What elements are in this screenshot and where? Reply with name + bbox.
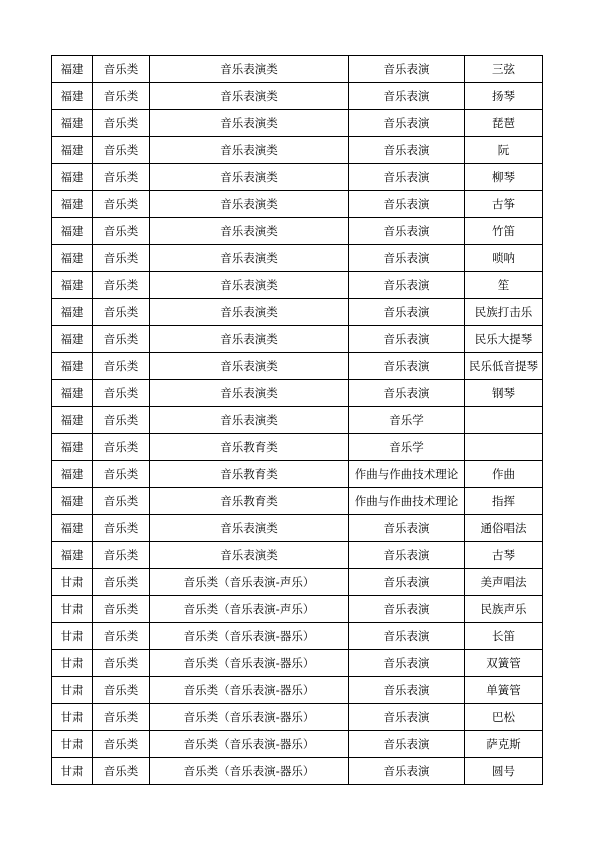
major-cell: 音乐表演 bbox=[349, 650, 465, 677]
province-cell: 甘肃 bbox=[52, 650, 93, 677]
major-cell: 音乐表演 bbox=[349, 164, 465, 191]
major-cell: 音乐表演 bbox=[349, 83, 465, 110]
direction-cell: 三弦 bbox=[465, 56, 543, 83]
province-cell: 福建 bbox=[52, 434, 93, 461]
subcategory-cell: 音乐表演类 bbox=[150, 110, 349, 137]
subcategory-cell: 音乐表演类 bbox=[150, 191, 349, 218]
major-cell: 作曲与作曲技术理论 bbox=[349, 488, 465, 515]
table-row bbox=[52, 407, 543, 434]
direction-cell: 双簧管 bbox=[465, 650, 543, 677]
major-cell: 音乐表演 bbox=[349, 326, 465, 353]
direction-cell: 扬琴 bbox=[465, 83, 543, 110]
table-row bbox=[52, 650, 543, 677]
direction-cell: 美声唱法 bbox=[465, 569, 543, 596]
table-row bbox=[52, 542, 543, 569]
subcategory-cell: 音乐表演类 bbox=[150, 245, 349, 272]
province-cell: 福建 bbox=[52, 380, 93, 407]
subcategory-cell: 音乐表演类 bbox=[150, 326, 349, 353]
table-row bbox=[52, 704, 543, 731]
table-row bbox=[52, 272, 543, 299]
direction-cell: 民乐大提琴 bbox=[465, 326, 543, 353]
table-row bbox=[52, 110, 543, 137]
table-row bbox=[52, 758, 543, 785]
province-cell: 福建 bbox=[52, 137, 93, 164]
table-row bbox=[52, 353, 543, 380]
direction-cell: 作曲 bbox=[465, 461, 543, 488]
province-cell: 甘肃 bbox=[52, 704, 93, 731]
category-cell: 音乐类 bbox=[93, 56, 150, 83]
table-row bbox=[52, 623, 543, 650]
province-cell: 福建 bbox=[52, 56, 93, 83]
subcategory-cell: 音乐表演类 bbox=[150, 56, 349, 83]
category-cell: 音乐类 bbox=[93, 326, 150, 353]
major-cell: 音乐表演 bbox=[349, 299, 465, 326]
category-cell: 音乐类 bbox=[93, 569, 150, 596]
province-cell: 甘肃 bbox=[52, 677, 93, 704]
category-cell: 音乐类 bbox=[93, 731, 150, 758]
province-cell: 福建 bbox=[52, 299, 93, 326]
direction-cell: 民族声乐 bbox=[465, 596, 543, 623]
category-cell: 音乐类 bbox=[93, 704, 150, 731]
table-row bbox=[52, 137, 543, 164]
table-row bbox=[52, 596, 543, 623]
province-cell: 福建 bbox=[52, 542, 93, 569]
direction-cell: 柳琴 bbox=[465, 164, 543, 191]
category-cell: 音乐类 bbox=[93, 380, 150, 407]
subcategory-cell: 音乐教育类 bbox=[150, 461, 349, 488]
province-cell: 福建 bbox=[52, 461, 93, 488]
category-cell: 音乐类 bbox=[93, 164, 150, 191]
category-cell: 音乐类 bbox=[93, 515, 150, 542]
direction-cell: 民族打击乐 bbox=[465, 299, 543, 326]
category-cell: 音乐类 bbox=[93, 272, 150, 299]
province-cell: 福建 bbox=[52, 245, 93, 272]
data-table bbox=[51, 55, 543, 785]
table-row bbox=[52, 56, 543, 83]
subcategory-cell: 音乐类（音乐表演-器乐） bbox=[150, 623, 349, 650]
table-row bbox=[52, 461, 543, 488]
province-cell: 甘肃 bbox=[52, 731, 93, 758]
major-cell: 音乐表演 bbox=[349, 515, 465, 542]
major-cell: 音乐学 bbox=[349, 434, 465, 461]
subcategory-cell: 音乐表演类 bbox=[150, 542, 349, 569]
subcategory-cell: 音乐类（音乐表演-器乐） bbox=[150, 650, 349, 677]
subcategory-cell: 音乐表演类 bbox=[150, 218, 349, 245]
direction-cell: 笙 bbox=[465, 272, 543, 299]
province-cell: 福建 bbox=[52, 407, 93, 434]
major-cell: 音乐表演 bbox=[349, 623, 465, 650]
subcategory-cell: 音乐表演类 bbox=[150, 353, 349, 380]
subcategory-cell: 音乐教育类 bbox=[150, 488, 349, 515]
direction-cell: 竹笛 bbox=[465, 218, 543, 245]
province-cell: 甘肃 bbox=[52, 596, 93, 623]
direction-cell: 指挥 bbox=[465, 488, 543, 515]
province-cell: 福建 bbox=[52, 164, 93, 191]
category-cell: 音乐类 bbox=[93, 488, 150, 515]
category-cell: 音乐类 bbox=[93, 542, 150, 569]
table-row bbox=[52, 83, 543, 110]
major-cell: 音乐表演 bbox=[349, 137, 465, 164]
province-cell: 福建 bbox=[52, 488, 93, 515]
table-row bbox=[52, 515, 543, 542]
table-row bbox=[52, 191, 543, 218]
category-cell: 音乐类 bbox=[93, 596, 150, 623]
direction-cell bbox=[465, 407, 543, 434]
subcategory-cell: 音乐类（音乐表演-器乐） bbox=[150, 731, 349, 758]
table-row bbox=[52, 380, 543, 407]
direction-cell: 长笛 bbox=[465, 623, 543, 650]
subcategory-cell: 音乐类（音乐表演-声乐） bbox=[150, 596, 349, 623]
subcategory-cell: 音乐表演类 bbox=[150, 164, 349, 191]
direction-cell: 唢呐 bbox=[465, 245, 543, 272]
category-cell: 音乐类 bbox=[93, 353, 150, 380]
province-cell: 福建 bbox=[52, 326, 93, 353]
direction-cell: 民乐低音提琴 bbox=[465, 353, 543, 380]
table-body bbox=[52, 56, 543, 785]
subcategory-cell: 音乐表演类 bbox=[150, 515, 349, 542]
subcategory-cell: 音乐表演类 bbox=[150, 272, 349, 299]
subcategory-cell: 音乐类（音乐表演-声乐） bbox=[150, 569, 349, 596]
major-cell: 音乐学 bbox=[349, 407, 465, 434]
major-cell: 音乐表演 bbox=[349, 191, 465, 218]
subcategory-cell: 音乐类（音乐表演-器乐） bbox=[150, 758, 349, 785]
subcategory-cell: 音乐表演类 bbox=[150, 407, 349, 434]
table-row bbox=[52, 677, 543, 704]
province-cell: 福建 bbox=[52, 191, 93, 218]
province-cell: 甘肃 bbox=[52, 758, 93, 785]
major-cell: 音乐表演 bbox=[349, 56, 465, 83]
direction-cell: 阮 bbox=[465, 137, 543, 164]
category-cell: 音乐类 bbox=[93, 110, 150, 137]
subcategory-cell: 音乐表演类 bbox=[150, 137, 349, 164]
category-cell: 音乐类 bbox=[93, 623, 150, 650]
major-cell: 音乐表演 bbox=[349, 542, 465, 569]
direction-cell: 巴松 bbox=[465, 704, 543, 731]
direction-cell: 古琴 bbox=[465, 542, 543, 569]
major-cell: 音乐表演 bbox=[349, 218, 465, 245]
direction-cell: 琵琶 bbox=[465, 110, 543, 137]
major-cell: 音乐表演 bbox=[349, 758, 465, 785]
direction-cell: 通俗唱法 bbox=[465, 515, 543, 542]
subcategory-cell: 音乐表演类 bbox=[150, 299, 349, 326]
table-row bbox=[52, 164, 543, 191]
province-cell: 福建 bbox=[52, 110, 93, 137]
province-cell: 福建 bbox=[52, 353, 93, 380]
province-cell: 福建 bbox=[52, 272, 93, 299]
table-row bbox=[52, 488, 543, 515]
subcategory-cell: 音乐教育类 bbox=[150, 434, 349, 461]
category-cell: 音乐类 bbox=[93, 299, 150, 326]
direction-cell: 圆号 bbox=[465, 758, 543, 785]
category-cell: 音乐类 bbox=[93, 758, 150, 785]
major-cell: 音乐表演 bbox=[349, 272, 465, 299]
subcategory-cell: 音乐表演类 bbox=[150, 83, 349, 110]
province-cell: 甘肃 bbox=[52, 569, 93, 596]
subcategory-cell: 音乐类（音乐表演-器乐） bbox=[150, 677, 349, 704]
category-cell: 音乐类 bbox=[93, 191, 150, 218]
major-cell: 作曲与作曲技术理论 bbox=[349, 461, 465, 488]
table-row bbox=[52, 218, 543, 245]
major-cell: 音乐表演 bbox=[349, 380, 465, 407]
category-cell: 音乐类 bbox=[93, 83, 150, 110]
direction-cell: 古筝 bbox=[465, 191, 543, 218]
table-row bbox=[52, 569, 543, 596]
major-cell: 音乐表演 bbox=[349, 704, 465, 731]
province-cell: 福建 bbox=[52, 515, 93, 542]
direction-cell bbox=[465, 434, 543, 461]
category-cell: 音乐类 bbox=[93, 650, 150, 677]
category-cell: 音乐类 bbox=[93, 245, 150, 272]
province-cell: 福建 bbox=[52, 83, 93, 110]
table-row bbox=[52, 245, 543, 272]
table-row bbox=[52, 326, 543, 353]
category-cell: 音乐类 bbox=[93, 407, 150, 434]
category-cell: 音乐类 bbox=[93, 434, 150, 461]
table-row bbox=[52, 731, 543, 758]
province-cell: 甘肃 bbox=[52, 623, 93, 650]
direction-cell: 单簧管 bbox=[465, 677, 543, 704]
direction-cell: 钢琴 bbox=[465, 380, 543, 407]
category-cell: 音乐类 bbox=[93, 461, 150, 488]
table-row bbox=[52, 434, 543, 461]
major-cell: 音乐表演 bbox=[349, 110, 465, 137]
category-cell: 音乐类 bbox=[93, 677, 150, 704]
table-row bbox=[52, 299, 543, 326]
major-cell: 音乐表演 bbox=[349, 677, 465, 704]
subcategory-cell: 音乐表演类 bbox=[150, 380, 349, 407]
category-cell: 音乐类 bbox=[93, 137, 150, 164]
direction-cell: 萨克斯 bbox=[465, 731, 543, 758]
subcategory-cell: 音乐类（音乐表演-器乐） bbox=[150, 704, 349, 731]
major-cell: 音乐表演 bbox=[349, 596, 465, 623]
province-cell: 福建 bbox=[52, 218, 93, 245]
major-cell: 音乐表演 bbox=[349, 353, 465, 380]
major-cell: 音乐表演 bbox=[349, 245, 465, 272]
category-cell: 音乐类 bbox=[93, 218, 150, 245]
major-cell: 音乐表演 bbox=[349, 731, 465, 758]
major-cell: 音乐表演 bbox=[349, 569, 465, 596]
